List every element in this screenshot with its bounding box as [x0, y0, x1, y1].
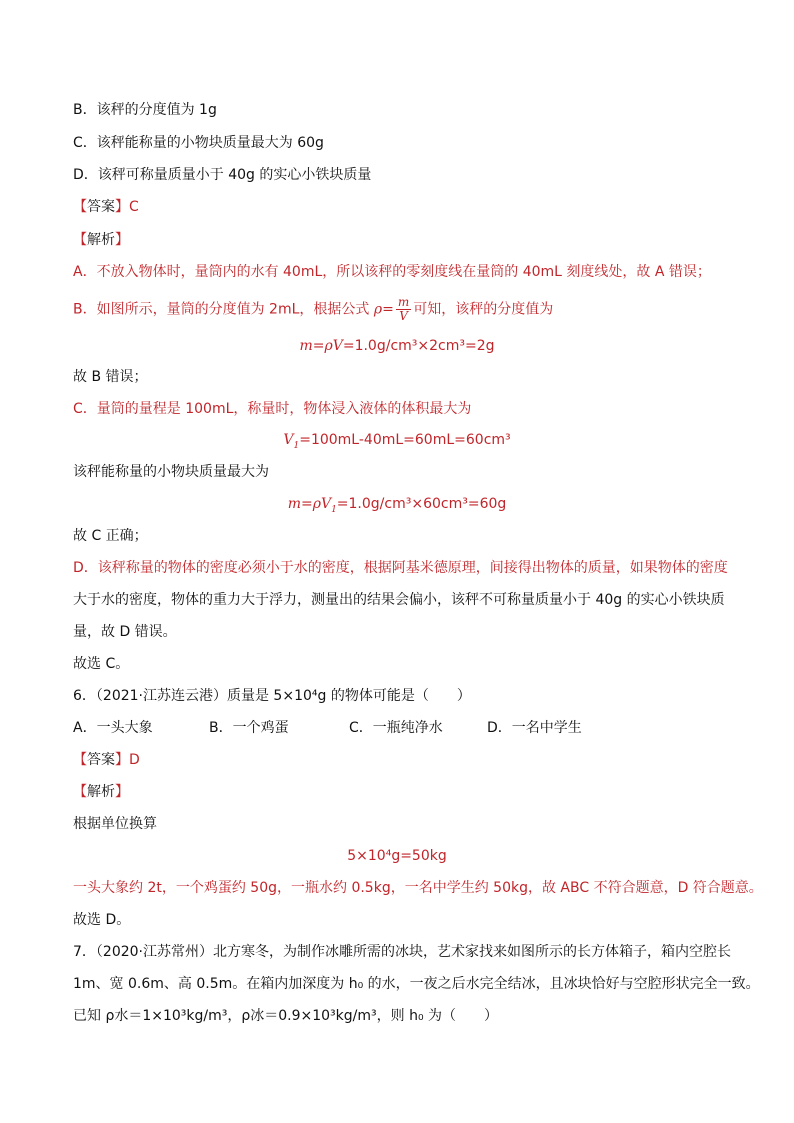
formula-1-lhs: m=ρV — [299, 338, 343, 354]
option-d: D．该秤可称量质量小于 40g 的实心小铁块质量 — [73, 167, 372, 183]
conclusion-c: 故 C 正确； — [73, 528, 148, 544]
analysis-label: 解析 — [87, 232, 115, 248]
formula-1-rhs: =1.0g/cm³×2cm³=2g — [342, 338, 495, 354]
formula-3-rhs: =1.0g/cm³×60cm³=60g — [336, 496, 507, 512]
conclusion-b: 故 B 错误； — [73, 369, 148, 385]
formula-3 — [0, 494, 794, 520]
explain-d2: 大于水的密度，物体的重力大于浮力，测量出的结果会偏小，该秤不可称量质量小于 40g 的实心小铁块质 — [73, 592, 725, 608]
formula-2-rhs: =100mL-40mL=60mL=60cm³ — [299, 432, 511, 448]
formula-3-lhs: m=ρV — [287, 496, 332, 512]
explain-b — [73, 296, 553, 323]
formula-2 — [0, 430, 794, 456]
question-7-line3: 已知 ρ水＝1×10³kg/m³，ρ冰＝0.9×10³kg/m³，则 h₀ 为（ ） — [73, 1008, 499, 1024]
question-7-line1: 7．（2020·江苏常州）北方寒冬，为制作冰雕所需的冰块，艺术家找来如图所示的长方体箱子，箱内空腔长 — [73, 944, 731, 960]
formula-2-v: V — [283, 432, 294, 448]
answer-label: 答案 — [87, 199, 115, 215]
q6-option-a: A．一头大象 — [73, 720, 153, 736]
answer-value: D — [129, 752, 140, 768]
question-6-options — [73, 718, 582, 738]
analysis-1: 【解析】 — [73, 232, 129, 248]
explain-b-post: 可知，该秤的分度值为 — [413, 301, 554, 318]
density-fraction — [396, 296, 411, 323]
answer-label: 答案 — [87, 752, 115, 768]
rho-symbol: ρ — [373, 301, 383, 318]
option-c: C．该秤能称量的小物块质量最大为 60g — [73, 135, 324, 151]
explain-d3: 量，故 D 错误。 — [73, 624, 177, 640]
explain-a: A．不放入物体时，量筒内的水有 40mL，所以该秤的零刻度线在量筒的 40mL 刻度线处，故 A 错误； — [73, 264, 711, 280]
q6-option-b: B．一个鸡蛋 — [209, 720, 289, 736]
formula-1 — [0, 336, 794, 356]
explain-c2: 该秤能称量的小物块质量最大为 — [73, 464, 269, 480]
fraction-numerator: m — [397, 295, 410, 309]
analysis-2: 【解析】 — [73, 784, 129, 800]
option-b: B．该秤的分度值为 1g — [73, 102, 217, 118]
analysis-label: 解析 — [87, 784, 115, 800]
question-6: 6．（2021·江苏连云港）质量是 5×10⁴g 的物体可能是（ ） — [73, 688, 471, 704]
explain-d1: D．该秤称量的物体的密度必须小于水的密度，根据阿基米德原理，间接得出物体的质量，如果物体的密度 — [73, 560, 728, 576]
q6-explain: 一头大象约 2t，一个鸡蛋约 50g，一瓶水约 0.5kg，一名中学生约 50kg，故 ABC 不符合题意，D 符合题意。 — [73, 880, 763, 896]
question-7-line2: 1m、宽 0.6m、高 0.5m。在箱内加深度为 h₀ 的水，一夜之后水完全结冰，且冰块恰好与空腔形状完全一致。 — [73, 976, 760, 992]
unit-convert: 根据单位换算 — [73, 816, 157, 832]
answer-1: 【答案】C — [73, 199, 139, 215]
formula-4: 5×10⁴g=50kg — [347, 848, 447, 864]
answer-value: C — [129, 199, 139, 215]
fraction-denominator: V — [399, 309, 408, 323]
choose-1: 故选 C。 — [73, 656, 130, 672]
explain-b-pre: B．如图所示，量筒的分度值为 2mL，根据公式 — [73, 301, 370, 318]
formula-3-sub: 1 — [331, 504, 337, 515]
choose-2: 故选 D。 — [73, 912, 131, 928]
answer-2: 【答案】D — [73, 752, 140, 768]
q6-option-d: D．一名中学生 — [487, 720, 582, 736]
equals-symbol: = — [382, 301, 394, 318]
formula-2-sub: 1 — [293, 440, 300, 451]
q6-option-c: C．一瓶纯净水 — [349, 720, 443, 736]
explain-c: C．量筒的量程是 100mL，称量时，物体浸入液体的体积最大为 — [73, 401, 472, 417]
